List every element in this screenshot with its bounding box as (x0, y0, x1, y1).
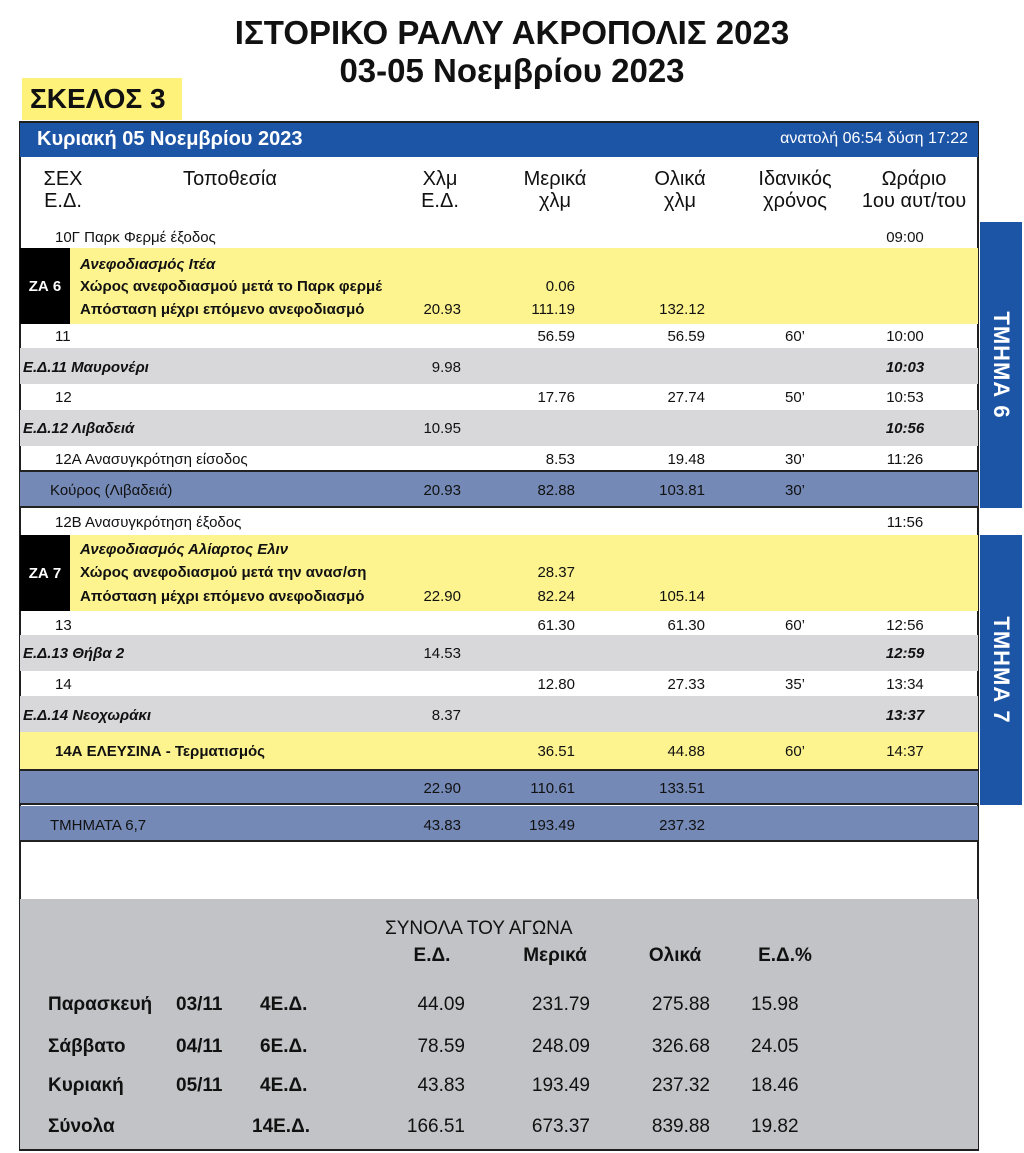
summary-ss: 166.51 (406, 1116, 465, 1137)
summary-date: 03/11 (176, 994, 223, 1015)
row-total: 56.59 (667, 328, 705, 345)
row-ss-km: 20.93 (423, 482, 461, 499)
row-partial: 193.49 (529, 817, 575, 834)
summary-day: Σάββατο (48, 1036, 126, 1057)
row-ss-km: 9.98 (431, 359, 461, 376)
row-location: 10Γ Παρκ Φερμέ έξοδος (55, 229, 216, 246)
summary-total: 275.88 (651, 994, 710, 1015)
row-ideal: 60’ (784, 743, 806, 760)
row-partial: 61.30 (537, 617, 575, 634)
summary-total: 839.88 (651, 1116, 710, 1137)
summary-count: 4Ε.Δ. (260, 1075, 308, 1096)
row-partial: 110.61 (530, 780, 575, 797)
row-time: 10:53 (886, 389, 924, 406)
page-subtitle: 03-05 Νοεμβρίου 2023 (339, 52, 685, 89)
summary-partial: 673.37 (531, 1116, 590, 1137)
row-ideal: 35’ (784, 676, 806, 693)
row-partial: 28.37 (537, 564, 575, 581)
summary-pct: 18.46 (751, 1075, 799, 1096)
row-time: 13:37 (885, 707, 925, 724)
row-ss-km: 22.90 (423, 588, 461, 605)
sun-times: ανατολή 06:54 δύση 17:22 (780, 130, 968, 147)
finish-location: 14Α ΕΛΕΥΣΙΝΑ - Τερματισμός (55, 743, 265, 760)
refuel-title: Ανεφοδιασμός Αλίαρτος Ελιν (80, 541, 289, 558)
row-partial: 36.51 (537, 743, 575, 760)
row-time: 10:56 (885, 420, 925, 437)
page-title: ΙΣΤΟΡΙΚΟ ΡΑΛΛΥ ΑΚΡΟΠΟΛΙΣ 2023 (234, 14, 790, 51)
summary-day: Παρασκευή (48, 994, 153, 1015)
za-6-label: ΖΑ 6 (20, 248, 70, 324)
row-total: 61.30 (667, 617, 705, 634)
row-ideal: 60’ (784, 328, 806, 345)
row-total: 27.74 (667, 389, 705, 406)
row-time: 11:56 (886, 514, 924, 531)
row-location: Κούρος (Λιβαδειά) (50, 482, 173, 499)
row-time: 11:26 (886, 451, 924, 468)
col-header-schedule: Ωράριο 1ου αυτ/του (861, 168, 967, 212)
za-7-label: ΖΑ 7 (20, 535, 70, 611)
row-time: 13:34 (886, 676, 924, 693)
row-time: 09:00 (886, 229, 924, 246)
summary-count: 6Ε.Δ. (260, 1036, 308, 1057)
col-header-partial: Μερικά χλμ (523, 168, 587, 212)
summary-count: 14Ε.Δ. (252, 1116, 311, 1137)
row-ss-km: 22.90 (423, 780, 461, 797)
row-partial: 17.76 (537, 389, 575, 406)
summary-header-partial: Μερικά (523, 945, 587, 966)
row-ss-km: 10.95 (423, 420, 461, 437)
row-partial: 82.24 (537, 588, 575, 605)
row-total: 132.12 (659, 301, 705, 318)
row-ss-km: 14.53 (423, 645, 461, 662)
summary-total: 237.32 (651, 1075, 710, 1096)
row-ideal: 30’ (784, 451, 806, 468)
row-total: 237.32 (659, 817, 705, 834)
row-location: 13 (55, 617, 72, 634)
row-ideal: 60’ (784, 617, 806, 634)
row-total: 133.51 (659, 780, 705, 797)
row-total: 27.33 (667, 676, 705, 693)
row-time: 10:03 (885, 359, 925, 376)
row-location: Χώρος ανεφοδιασμού μετά την ανασ/ση (80, 564, 367, 581)
row-partial: 12.80 (537, 676, 575, 693)
row-location: Χώρος ανεφοδιασμού μετά το Παρκ φερμέ (80, 278, 382, 295)
row-ss-km: 8.37 (431, 707, 461, 724)
summary-day: Κυριακή (48, 1075, 124, 1096)
summary-header-total: Ολικά (648, 945, 702, 966)
row-time: 12:56 (886, 617, 924, 634)
stage-name: Ε.Δ.14 Νεοχωράκι (23, 707, 152, 724)
row-total: 105.14 (659, 588, 705, 605)
summary-header-ss: Ε.Δ. (413, 945, 451, 966)
row-ideal: 30’ (784, 482, 806, 499)
refuel-title: Ανεφοδιασμός Ιτέα (80, 256, 216, 273)
row-location: 12Β Ανασυγκρότηση έξοδος (55, 514, 242, 531)
row-partial: 56.59 (537, 328, 575, 345)
stage-name: Ε.Δ.13 Θήβα 2 (23, 645, 125, 662)
summary-title: ΣΥΝΟΛΑ ΤΟΥ ΑΓΩΝΑ (385, 918, 573, 939)
row-ss-km: 43.83 (423, 817, 461, 834)
row-time: 10:00 (886, 328, 924, 345)
summary-date: 05/11 (176, 1075, 223, 1096)
row-ss-km: 20.93 (423, 301, 461, 318)
row-location: Απόσταση μέχρι επόμενο ανεφοδιασμό (80, 301, 365, 318)
summary-partial: 193.49 (531, 1075, 590, 1096)
section-tab-7: ΤΜΗΜΑ 7 (980, 535, 1022, 805)
row-partial: 111.19 (531, 301, 575, 318)
row-total: 44.88 (667, 743, 705, 760)
row-total: 103.81 (659, 482, 705, 499)
row-location: 12A Ανασυγκρότηση είσοδος (55, 451, 248, 468)
col-header-ideal: Ιδανικός χρόνος (758, 168, 832, 212)
row-location: 14 (55, 676, 72, 693)
row-ideal: 50’ (784, 389, 806, 406)
stage-name: Ε.Δ.12 Λιβαδειά (23, 420, 135, 437)
row-partial: 8.53 (545, 451, 575, 468)
row-time: 12:59 (885, 645, 925, 662)
summary-date: 04/11 (176, 1036, 223, 1057)
summary-ss: 43.83 (417, 1075, 465, 1096)
stage-name: Ε.Δ.11 Μαυρονέρι (23, 359, 149, 376)
row-location: 12 (55, 389, 72, 406)
summary-ss: 78.59 (417, 1036, 465, 1057)
summary-ss: 44.09 (417, 994, 465, 1015)
row-time: 14:37 (886, 743, 924, 760)
summary-partial: 248.09 (531, 1036, 590, 1057)
row-location: ΤΜΗΜΑΤΑ 6,7 (50, 817, 147, 834)
section-tab-6: ΤΜΗΜΑ 6 (980, 222, 1022, 508)
summary-pct: 24.05 (751, 1036, 799, 1057)
col-header-ss-km: Χλμ Ε.Δ. (421, 168, 459, 212)
col-header-total: Ολικά χλμ (654, 168, 706, 212)
row-partial: 82.88 (537, 482, 575, 499)
summary-panel (20, 899, 978, 1149)
summary-pct: 15.98 (751, 994, 799, 1015)
summary-partial: 231.79 (531, 994, 590, 1015)
row-location: Απόσταση μέχρι επόμενο ανεφοδιασμό (80, 588, 365, 605)
summary-day: Σύνολα (48, 1116, 115, 1137)
row-location: 11 (55, 328, 71, 345)
row-partial: 0.06 (545, 278, 575, 295)
summary-count: 4Ε.Δ. (260, 994, 308, 1015)
row-total: 19.48 (667, 451, 705, 468)
day-date: Κυριακή 05 Νοεμβρίου 2023 (37, 128, 303, 150)
leg-badge: ΣΚΕΛΟΣ 3 (22, 78, 182, 120)
col-header-sex: ΣΕΧ Ε.Δ. (43, 168, 83, 212)
summary-header-pct: Ε.Δ.% (758, 945, 812, 966)
summary-total: 326.68 (651, 1036, 710, 1057)
summary-pct: 19.82 (751, 1116, 799, 1137)
col-header-location: Τοποθεσία (183, 168, 277, 190)
